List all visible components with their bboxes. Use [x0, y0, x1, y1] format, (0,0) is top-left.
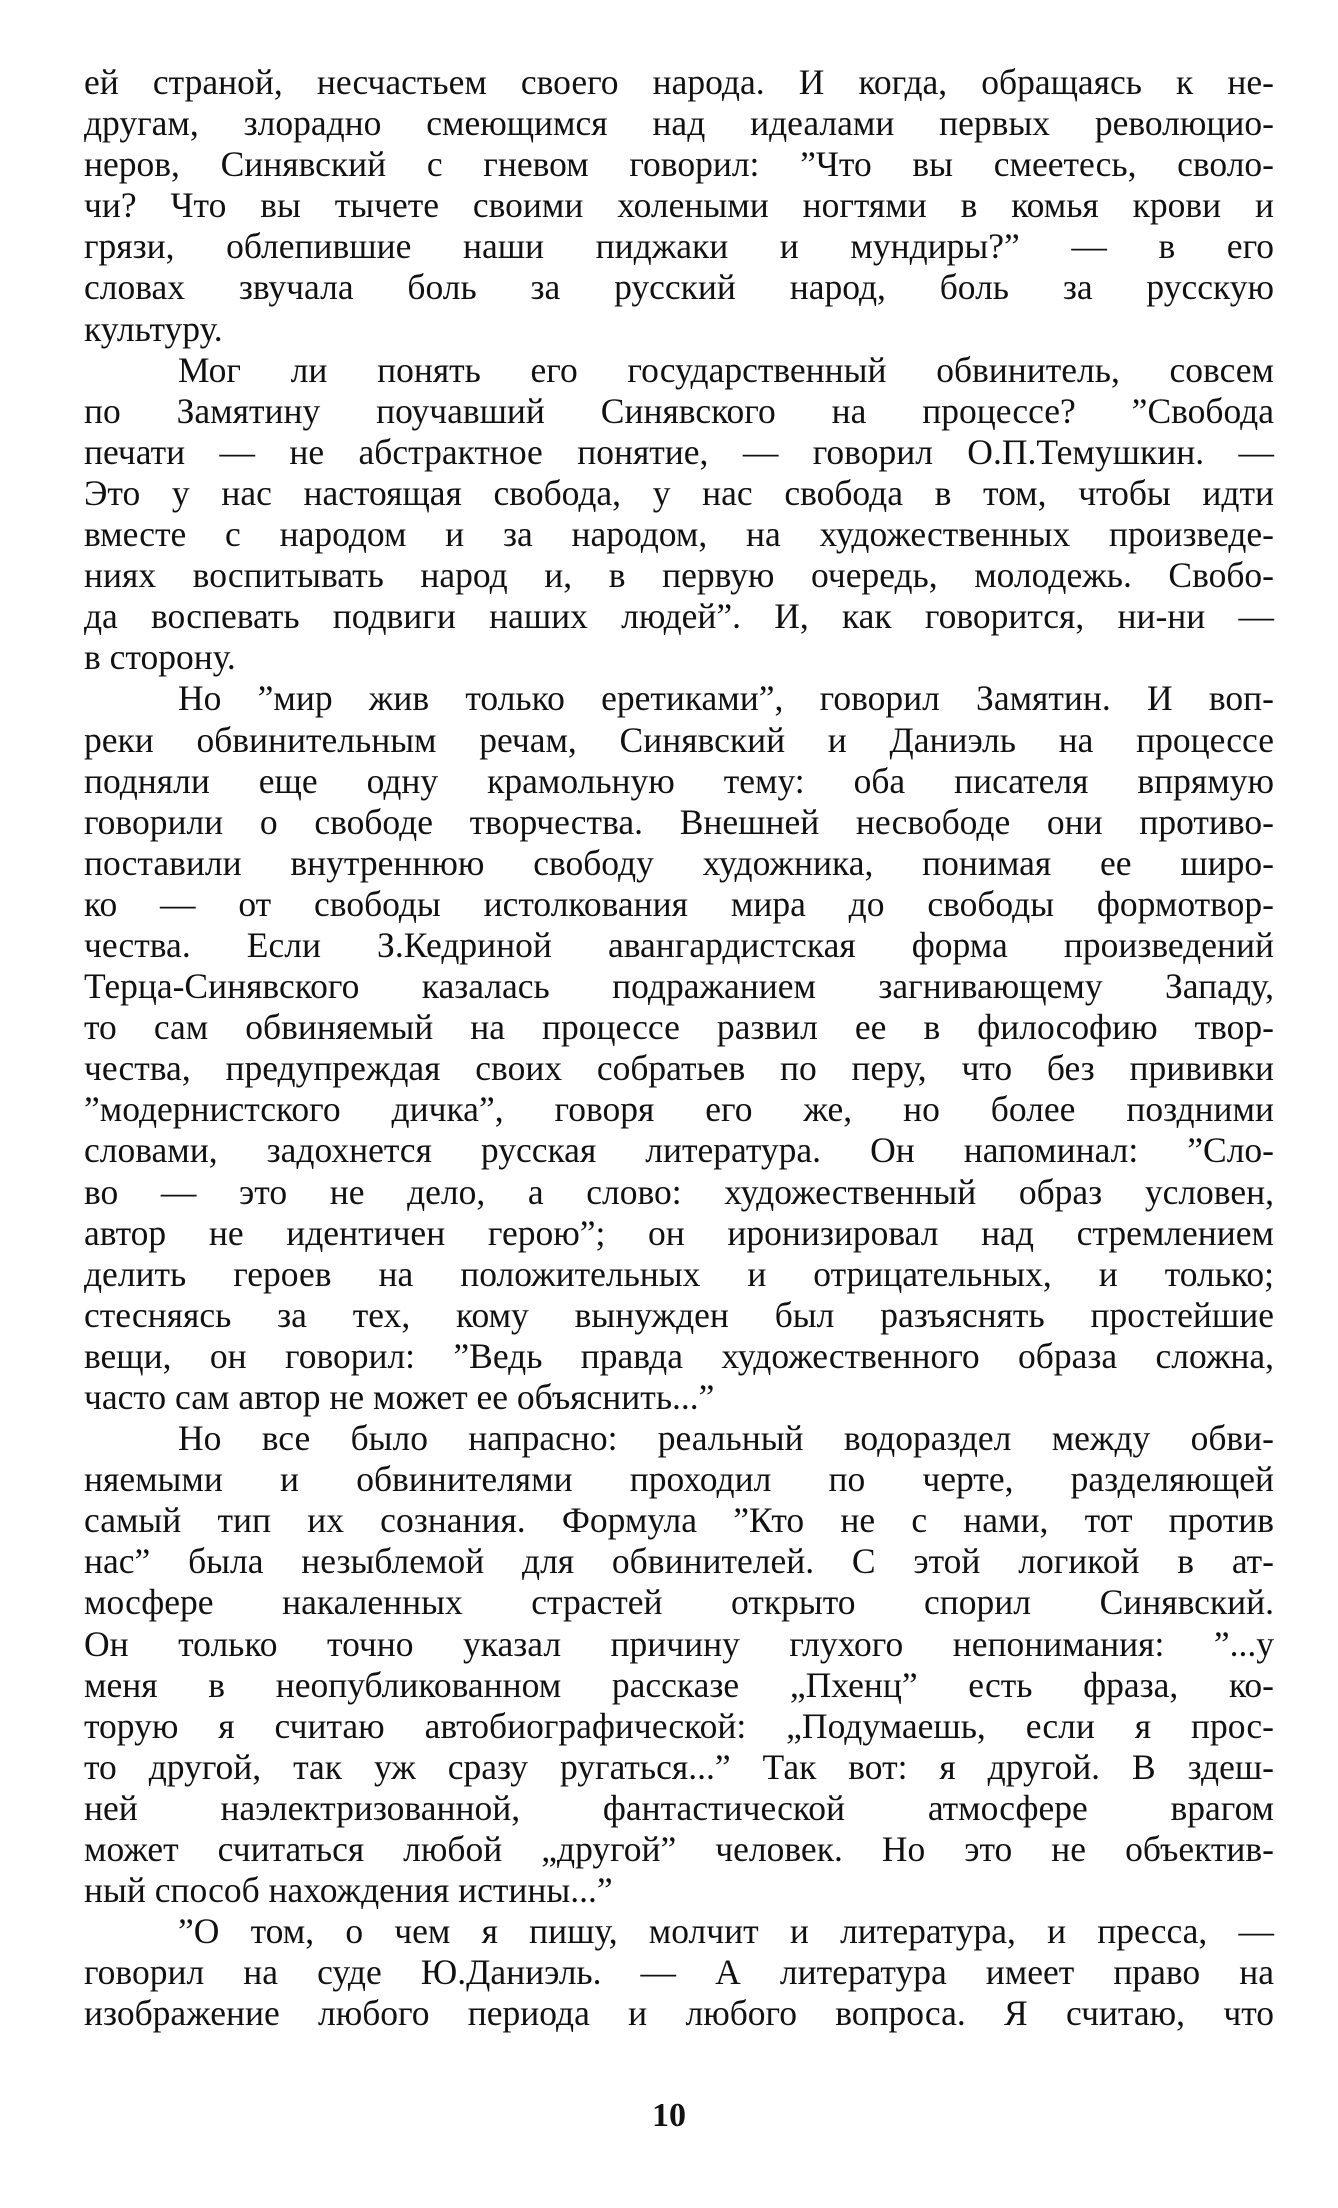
text-line: словах звучала боль за русский народ, боль за русскую	[84, 267, 1274, 308]
text-line: ней наэлектризованной, фантастической атмосфере врагом	[84, 1787, 1274, 1828]
text-line: культуру.	[84, 308, 223, 349]
text-line: чества. Если З.Кедриной авангардистская форма произведений	[84, 924, 1274, 965]
text-line: чи? Что вы тычете своими холеными ногтями в комья крови и	[84, 185, 1274, 226]
text-line: ко — от свободы истолкования мира до свободы формотвор-	[84, 883, 1274, 924]
text-line: по Замятину поучавший Синявского на процессе? ”Свобода	[84, 390, 1274, 431]
text-line: няемыми и обвинителями проходил по черте, разделяющей	[84, 1459, 1274, 1500]
text-line: часто сам автор не может ее объяснить...”	[84, 1377, 715, 1417]
text-line: стесняясь за тех, кому вынужден был разъяснять простейшие	[84, 1294, 1274, 1335]
text-line: Мог ли понять его государственный обвинитель, совсем	[178, 349, 1274, 390]
page-number: 10	[652, 2097, 686, 2134]
text-line: неров, Синявский с гневом говорил: ”Что вы смеетесь, сволo-	[84, 144, 1274, 185]
text-line: чества, предупреждая своих собратьев по перу, что без прививки	[84, 1048, 1274, 1089]
paragraph-5	[84, 1911, 1274, 2034]
text-line: поставили внутреннюю свободу художника, понимая ее широ-	[84, 842, 1274, 883]
text-line: ный способ нахождения истины...”	[84, 1870, 613, 1911]
text-line: Это у нас настоящая свобода, у нас свобода в том, чтобы идти	[84, 472, 1274, 513]
text-line: нас” была незыблемой для обвинителей. С этой логикой в ат-	[84, 1541, 1274, 1582]
text-line: говорил на суде Ю.Даниэль. — А литература имеет право на	[84, 1952, 1274, 1993]
text-line: может считаться любой „другой” человек. Но это не объектив-	[84, 1829, 1274, 1870]
paragraph-4	[84, 1418, 1274, 1911]
text-line: мосфере накаленных страстей открыто спорил Синявский.	[84, 1582, 1274, 1623]
text-line: подняли еще одну крамольную тему: оба писателя впрямую	[84, 760, 1274, 801]
text-line: меня в неопубликованном рассказе „Пхенц” есть фраза, ко-	[84, 1664, 1274, 1705]
text-line: ниях воспитывать народ и, в первую очередь, молодежь. Свобо-	[84, 555, 1274, 596]
text-line: словами, задохнется русская литература. Он напоминал: ”Сло-	[84, 1130, 1274, 1171]
text-line: печати — не абстрактное понятие, — говорил О.П.Темушкин. —	[84, 431, 1274, 472]
text-line: говорили о свободе творчества. Внешней несвободе они противо-	[84, 801, 1274, 842]
text-line: да воспевать подвиги наших людей”. И, как говорится, ни-ни —	[84, 596, 1274, 637]
page-body	[84, 62, 1274, 2035]
text-line: ”О том, о чем я пишу, молчит и литература, и пресса, —	[178, 1911, 1274, 1952]
text-line: автор не идентичен герою”; он иронизировал над стремлением	[84, 1212, 1274, 1253]
text-line: во — это не дело, а слово: художественный образ условен,	[84, 1171, 1274, 1212]
paragraph-3	[84, 678, 1274, 1418]
text-line: вместе с народом и за народом, на художественных произведе-	[84, 514, 1274, 555]
text-line: Терца-Синявского казалась подражанием загнивающему Западу,	[84, 966, 1274, 1007]
text-line: то другой, так уж сразу ругаться...” Так вот: я другой. В здеш-	[84, 1746, 1274, 1787]
text-line: Но все было напрасно: реальный водораздел между обви-	[178, 1418, 1274, 1459]
text-line: реки обвинительным речам, Синявский и Даниэль на процессе	[84, 719, 1274, 760]
text-line: другам, злорадно смеющимся над идеалами первых революцио-	[84, 103, 1274, 144]
text-line: делить героев на положительных и отрицательных, и только;	[84, 1253, 1274, 1294]
text-line: торую я считаю автобиографической: „Подумаешь, если я прос-	[84, 1705, 1274, 1746]
text-line: изображение любого периода и любого вопроса. Я считаю, что	[84, 1993, 1274, 2034]
text-line: вещи, он говорил: ”Ведь правда художественного образа сложна,	[84, 1335, 1274, 1376]
paragraph-2	[84, 350, 1274, 679]
paragraph-1	[84, 62, 1274, 350]
text-line: то сам обвиняемый на процессе развил ее в философию твор-	[84, 1007, 1274, 1048]
text-line: ей страной, несчастьем своего народа. И когда, обращаясь к не-	[84, 62, 1274, 102]
text-line: самый тип их сознания. Формула ”Кто не с нами, тот против	[84, 1500, 1274, 1541]
text-line: в сторону.	[84, 637, 236, 678]
text-line: Он только точно указал причину глухого непонимания: ”...у	[84, 1623, 1274, 1664]
text-line: ”модернистского дичка”, говоря его же, но более поздними	[84, 1089, 1274, 1130]
text-line: грязи, облепившие наши пиджаки и мундиры?” — в его	[84, 226, 1274, 267]
text-line: Но ”мир жив только еретиками”, говорил Замятин. И воп-	[178, 678, 1274, 719]
